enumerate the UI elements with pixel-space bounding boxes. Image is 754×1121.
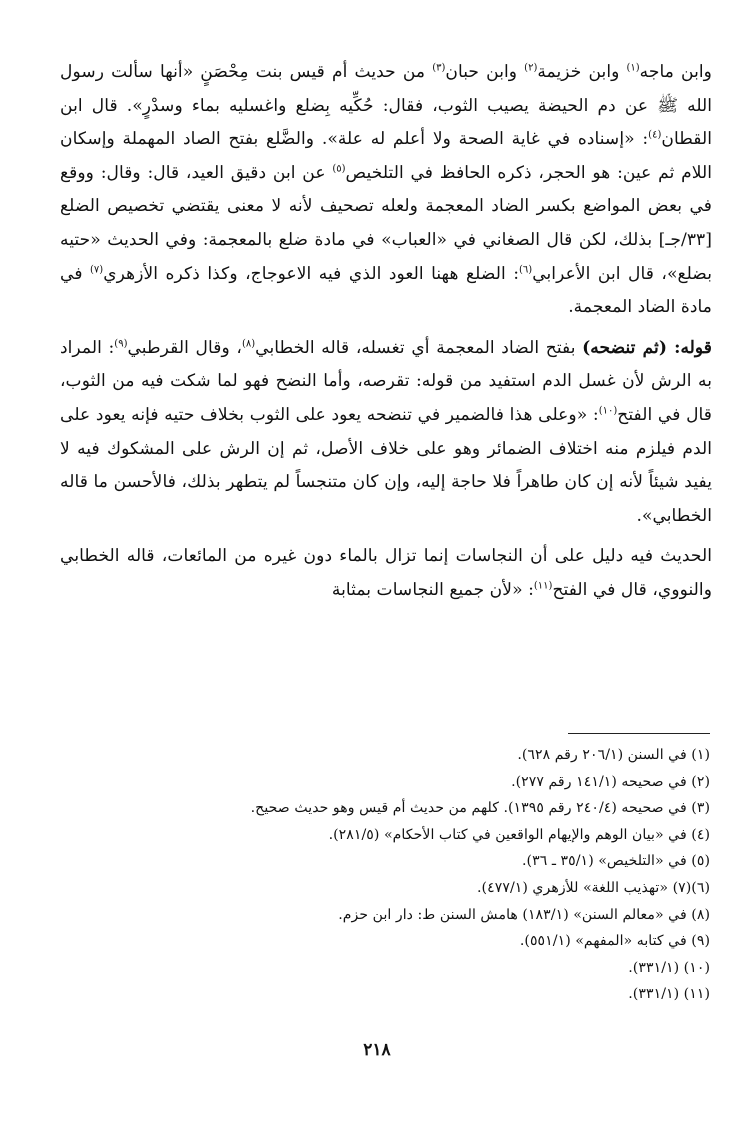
footnote-3: (٣) في صحيحه (٢٤٠/٤ رقم ١٣٩٥). كلهم من حديث أم قيس وهو حديث صحيح. [250, 800, 710, 817]
footnote-ref: (١٠) [598, 405, 618, 417]
footnotes [60, 742, 710, 1008]
paragraph-2: قوله: (ثم تنضحه) بفتح الضاد المعجمة أي تغسله، قاله الخطابي$^{(٨)}$، وقال القرطبي$^{(٩)}$: المراد به الرش لأن غسل الدم استفيد من قوله: تقرصه، وأما النضح فهو لما شكت فيه من الثوب، قال في الفتح$^{(١٠)}$: «وعلى هذا فالضمير في تنضحه يعود على الثوب بخلاف حتيه فإنه يعود على الدم فيلزم منه اختلاف الضمائر وهو على خلاف الأصل، ثم إن الرش على المشكوك فيه لا يفيد شيئاً لأنه إن كان طاهراً فلا حاجة إليه، وإن كان متنجساً لم يتطهر بذلك، فالأحسن ما قاله الخطابي». [60, 337, 713, 526]
footnote-ref: (١) [626, 62, 640, 74]
footnote-11: (١١) (٣٣١/١). [628, 986, 710, 1003]
footnote-ref: (٦) [519, 263, 533, 275]
line: الحديث فيه دليل على أن النجاسات إنما تزال بالماء دون غيره من [234, 546, 713, 567]
footnote-ref: (٤) [648, 129, 662, 141]
line: والضَّلع بفتح الصاد المهملة وإسكان اللام ثم عين: هو الحجر، ذكره الحافظ في [60, 129, 713, 183]
footnote-10: (١٠) (٣٣١/١). [628, 959, 710, 976]
paragraph-label: قوله: (ثم تنضحه) [582, 337, 713, 358]
footnote-4: (٤) في «بيان الوهم والإيهام الواقعين في كتاب الأحكام» (٢٨١/٥). [328, 826, 710, 843]
line: على خلاف الأصل، ثم إن الرش على المشكوك فيه لا يفيد شيئاً لأنه إن كان [60, 438, 712, 493]
footnote-2: (٢) في صحيحه (١٤١/١ رقم ٢٧٧). [511, 773, 710, 790]
main-text [60, 56, 712, 608]
footnote-8: (٨) في «معالم السنن» (١٨٣/١) هامش السنن ط: دار ابن حزم. [338, 906, 710, 923]
paragraph-1 [60, 56, 712, 325]
line: وابن ماجه$^{(١)}$ وابن خزيمة$^{(٢)}$ وابن حبان$^{(٣)}$ من حديث أم قيس بنت مِحْصَنٍ «أنها [159, 62, 712, 82]
line: طاهراً فلا حاجة إليه، وإن كان متنجساً لم يتطهر بذلك، فالأحسن ما قاله [60, 472, 559, 493]
line: بماء وسدْرٍ». قال ابن القطان$^{(٤)}$: «إسناده في غاية الصحة ولا أعلم له علة». [60, 95, 713, 150]
line: المائعات، قاله الخطابي والنووي، قال في الفتح$^{(١١)}$: «لأن جميع النجاسات بمثابة [60, 546, 712, 600]
footnote-separator [568, 733, 710, 734]
footnote-1: (١) في السنن (٢٠٦/١ رقم ٦٢٨). [517, 747, 710, 763]
footnote-ref: (٣) [432, 62, 446, 74]
footnote-5: (٥) في «التلخيص» (٣٥/١ ـ ٣٦). [522, 853, 710, 870]
footnote-6-7: (٦)(٧) «تهذيب اللغة» للأزهري (٤٧٧/١). [477, 879, 710, 896]
footnote-ref: (١١) [533, 580, 553, 592]
line: «حتيه بضلع»، قال ابن الأعرابي$^{(٦)}$: الضلع ههنا العود الذي فيه الاعوجاج، وكذا [60, 229, 712, 284]
footnote-ref: (٥) [332, 163, 346, 175]
page-number: ٢١٨ [363, 1040, 391, 1060]
footnote-9: (٩) في كتابه «المفهم» (٥٥١/١). [519, 933, 710, 950]
footnote-ref: (٢) [524, 62, 538, 74]
line: بذلك، لكن قال الصغاني في «العباب» في مادة ضلع بالمعجمة: وفي الحديث [107, 229, 653, 250]
line: فهو لما شكت فيه من الثوب، قال في الفتح$^{(١٠)}$: «وعلى هذا فالضمير في تنضحه [60, 371, 713, 425]
footnote-ref: (٩) [114, 338, 128, 350]
line: سألت رسول الله ﷺ عن دم الحيضة يصيب الثوب، فقال: حُكِّيه بِضلع واغسليه [60, 62, 713, 116]
line: يعود على الثوب بخلاف حتيه فإنه يعود على الدم فيلزم منه اختلاف الضمائر وهو [60, 404, 713, 459]
footnote-ref: (٨) [241, 338, 256, 350]
footnote-ref: (٧) [90, 263, 104, 275]
line: التلخيص$^{(٥)}$ عن ابن دقيق العيد، قال: وقال: ووقع في بعض المواضع بكسر [60, 162, 713, 217]
line: الخطابي». [636, 505, 712, 526]
paragraph-3 [60, 540, 712, 607]
line: ذكره الأزهري$^{(٧)}$ في مادة الضاد المعجمة. [60, 263, 712, 318]
line: الضاد المعجمة ولعله تصحيف لأنه لا معنى يقتضي تخصيص الضلع [٣٣/جـ] [60, 196, 712, 250]
line: القرطبي$^{(٩)}$: المراد به الرش لأن غسل الدم استفيد من قوله: تقرصه، وأما النضح [60, 337, 712, 392]
